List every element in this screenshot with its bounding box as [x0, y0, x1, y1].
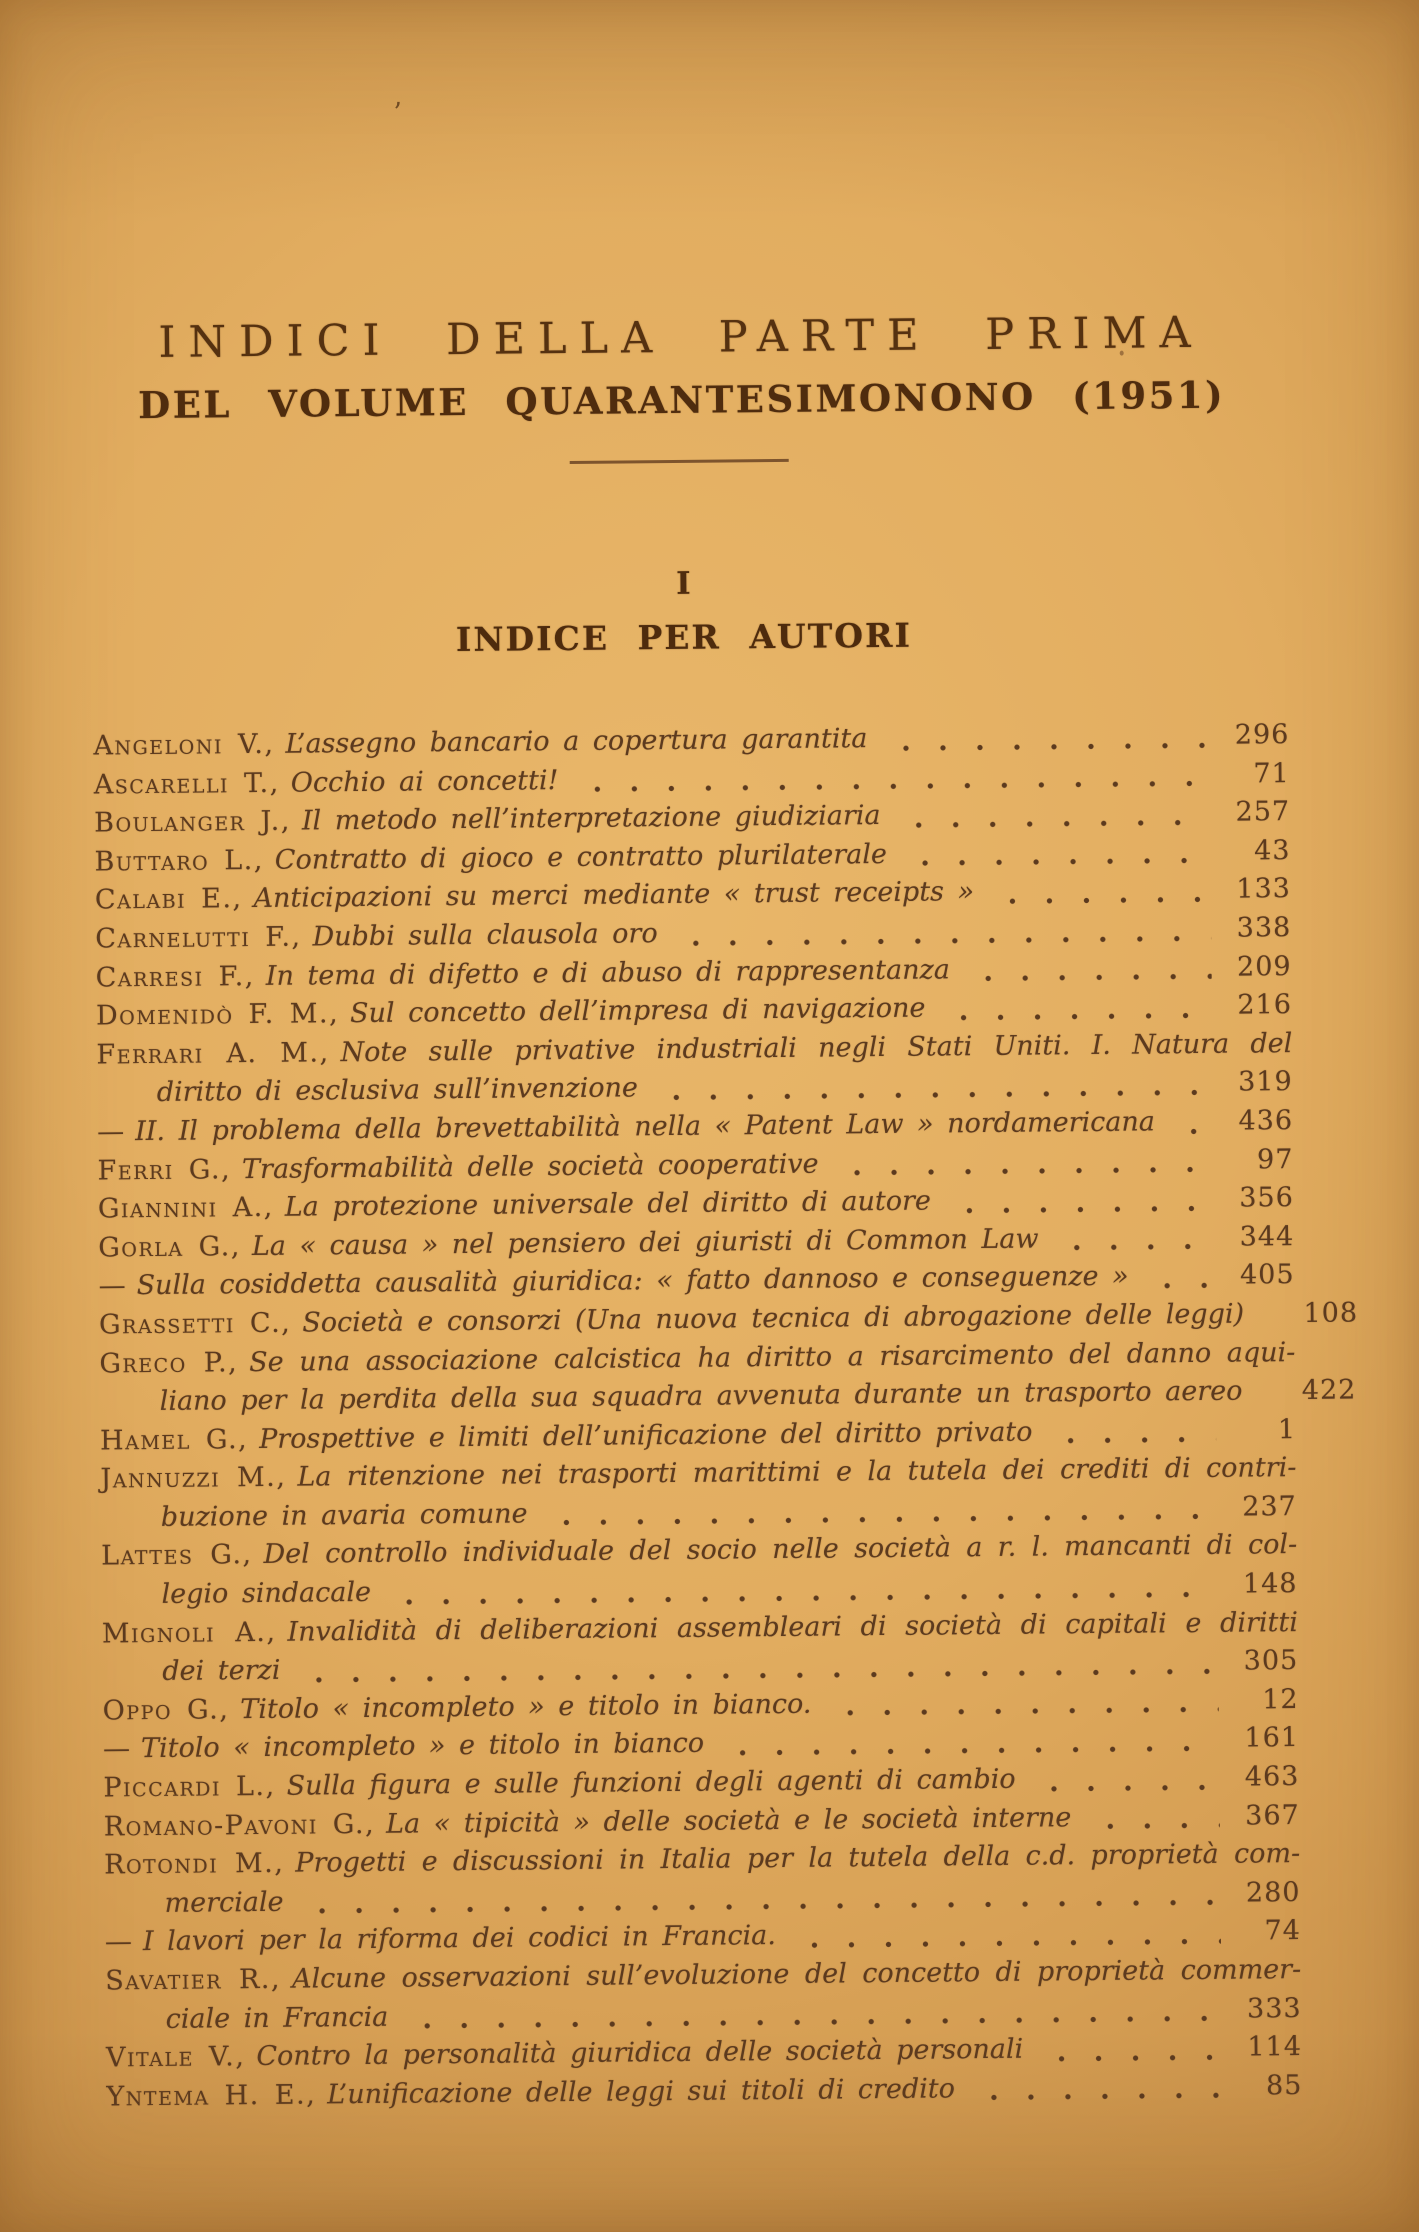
dot-leader — [542, 1512, 1217, 1527]
entry-title-continuation: liano per la perdita della sua squadra avvenuta durante un trasporto aereo — [159, 1375, 1243, 1418]
entry-title: La ritenzione nei trasporti marittimi e la tutela dei crediti di contri- — [297, 1452, 1297, 1493]
entry-author: Lattes G., — [101, 1539, 253, 1572]
entry-author: Carresi F., — [95, 960, 255, 994]
entry-author: Yntema H. E., — [106, 2079, 317, 2113]
entry-author: Rotondi M., — [104, 1847, 285, 1881]
entry-page-number: 338 — [1236, 912, 1292, 944]
entry-page-number: 463 — [1244, 1761, 1300, 1793]
dot-leader — [895, 818, 1211, 830]
entry-author: — — [102, 1733, 131, 1765]
entry-page-number: 305 — [1243, 1645, 1299, 1677]
entry-title: Sulla figura e sulle funzioni degli agenti di cambio — [286, 1763, 1016, 1802]
entry-page-number: 280 — [1245, 1876, 1301, 1909]
entry-page-number: 133 — [1236, 873, 1292, 905]
entry-title: In tema di difetto e di abuso di rappresentanza — [265, 953, 950, 992]
entry-title-continuation: legio sindacale — [161, 1576, 372, 1610]
entry-page-number: 237 — [1242, 1490, 1297, 1523]
entry-title: Trasformabilità delle società cooperative — [241, 1148, 819, 1185]
index-entry — [102, 1604, 1299, 1693]
entry-title: Occhio ai concetti! — [290, 764, 559, 799]
dot-leader — [1143, 1281, 1215, 1291]
entry-page-number: 114 — [1247, 2031, 1303, 2063]
entry-author: Buttaro L., — [94, 844, 264, 878]
entry-title: La « causa » nel pensiero dei giuristi di Common Law — [251, 1223, 1039, 1262]
entry-title-continuation: buzione in avaria comune — [160, 1498, 528, 1533]
entry-title: Titolo « incompleto » e titolo in bianco — [140, 1728, 705, 1765]
entry-author: Vitale V., — [105, 2041, 246, 2074]
dot-leader — [1046, 1435, 1216, 1446]
entry-page-number: 97 — [1256, 1143, 1294, 1175]
entry-title: L’unificazione delle leggi sui titoli di credito — [327, 2073, 956, 2111]
entry-page-number: 422 — [1301, 1374, 1357, 1407]
index-entry — [101, 1526, 1298, 1615]
entry-title: Contro la personalità giuridica delle società personali — [256, 2033, 1024, 2073]
dot-leader — [939, 1011, 1212, 1023]
entry-author: Ferrari A. M., — [96, 1037, 330, 1071]
entry-title: Contratto di gioco e contratto plurilaterale — [274, 838, 888, 876]
entry-author: Grassetti C., — [98, 1307, 292, 1341]
dot-leader — [572, 779, 1209, 794]
entry-author: — — [104, 1926, 133, 1958]
entry-page-number: 74 — [1264, 1915, 1302, 1947]
dot-leader — [1085, 1821, 1220, 1831]
index-entry — [105, 1951, 1302, 2040]
dot-leader — [298, 1898, 1221, 1916]
entry-author: Romano-Pavoni G., — [103, 1808, 376, 1843]
entry-author: Greco P., — [99, 1346, 239, 1380]
entry-page-number: 43 — [1253, 834, 1291, 867]
entry-author: Giannini A., — [97, 1191, 274, 1225]
entry-title: Il metodo nell’interpretazione giudiziaria — [301, 800, 881, 837]
entry-page-number: 148 — [1242, 1568, 1298, 1600]
entry-page-number: 85 — [1265, 2069, 1303, 2102]
entry-author: Gorla G., — [98, 1230, 242, 1264]
entry-author: Oppo G., — [102, 1694, 230, 1727]
entry-page-number: 436 — [1238, 1104, 1294, 1137]
dot-leader — [402, 2014, 1221, 2031]
entry-title: I lavori per la riforma dei codici in Francia. — [142, 1920, 776, 1958]
index-entry — [104, 1835, 1301, 1924]
dot-leader — [790, 1937, 1221, 1950]
entry-title-continuation: ciale in Francia — [165, 2001, 389, 2035]
entry-page-number: 405 — [1239, 1259, 1295, 1291]
entry-title: Società e consorzi (Una nuova tecnica di abrogazione delle leggi) — [302, 1298, 1245, 1339]
entry-page-number: 344 — [1239, 1220, 1295, 1253]
index-entry — [96, 1025, 1293, 1114]
entry-author: Savatier R., — [105, 1963, 282, 1997]
entry-author: — — [96, 1116, 125, 1148]
entry-author: Angeloni V., — [93, 728, 275, 762]
index-entry — [99, 1334, 1357, 1423]
entry-page-number: 216 — [1237, 989, 1293, 1021]
entry-title-continuation: dei terzi — [162, 1655, 281, 1688]
entry-author: Carnelutti F., — [95, 921, 302, 955]
entry-title: Sulla cosiddetta causalità giuridica: « fatto dannoso e conseguenze » — [136, 1260, 1129, 1302]
entry-title: Progetti e discussioni in Italia per la tutela della c.d. proprietà com- — [295, 1838, 1301, 1879]
entry-title: Sul concetto dell’impresa di navigazione — [349, 992, 926, 1030]
entry-title: La protezione universale del diritto di autore — [284, 1185, 932, 1223]
entry-author: Boulanger J., — [94, 805, 292, 839]
dot-leader — [969, 2091, 1223, 2102]
entry-title: Se una associazione calcistica ha diritto a risarcimento del danno aqui- — [249, 1336, 1296, 1378]
entry-title: L’assegno bancario a copertura garantita — [285, 723, 868, 760]
entry-author: Piccardi L., — [103, 1770, 276, 1804]
entry-title: La « tipicità » delle società e le società interne — [385, 1801, 1072, 1840]
entry-author: — — [98, 1270, 126, 1302]
dot-leader — [833, 1165, 1214, 1178]
entry-title: II. Il problema della brevettabilità nella « Patent Law » nordamericana — [134, 1106, 1156, 1148]
index-entry — [100, 1449, 1297, 1538]
author-index-list — [93, 716, 1359, 2117]
dot-leader — [1053, 1242, 1215, 1253]
entry-page-number: 161 — [1244, 1722, 1300, 1754]
entry-author: Jannuzzi M., — [100, 1461, 287, 1495]
entry-title: Invalidità di deliberazioni assembleari di società di capitali e diritti — [287, 1606, 1299, 1648]
entry-author: Hamel G., — [99, 1423, 249, 1457]
entry-page-number: 209 — [1236, 950, 1292, 983]
dot-leader — [672, 933, 1212, 947]
dot-leader — [964, 972, 1212, 983]
entry-page-number: 296 — [1234, 719, 1290, 751]
entry-page-number: 257 — [1235, 796, 1291, 828]
entry-author: Mignoli A., — [101, 1616, 277, 1650]
dot-leader — [652, 1088, 1213, 1102]
ink-speck: ’ — [393, 97, 403, 129]
entry-page-number: 1 — [1277, 1413, 1297, 1445]
entry-title-continuation: diritto di esclusiva sull’invenzione — [156, 1072, 639, 1109]
section-number: I — [675, 565, 691, 602]
entry-title-continuation: merciale — [164, 1886, 284, 1919]
entry-title: Anticipazioni su merci mediante « trust receipts » — [253, 876, 975, 915]
dot-leader — [881, 740, 1209, 752]
entry-title: Prospettive e limiti dell’unificazione del diritto privato — [259, 1416, 1033, 1455]
dot-leader — [1030, 1782, 1220, 1793]
entry-page-number: 71 — [1253, 757, 1290, 789]
page-title: INDICI DELLA PARTE PRIMA — [158, 307, 1204, 368]
entry-title: Del controllo individuale del socio nelle società a r. l. mancanti di col- — [263, 1529, 1298, 1571]
dot-leader — [901, 856, 1211, 868]
entry-page-number: 319 — [1238, 1066, 1293, 1098]
dot-leader — [1169, 1126, 1213, 1135]
entry-author: Ascarelli T., — [93, 767, 280, 801]
dot-leader — [718, 1744, 1219, 1758]
dot-leader — [825, 1705, 1218, 1718]
entry-author: Ferri G., — [97, 1153, 232, 1187]
divider-rule — [570, 459, 789, 464]
entry-page-number: 12 — [1262, 1683, 1299, 1716]
dot-leader — [1037, 2053, 1222, 2064]
dot-leader — [385, 1589, 1218, 1606]
entry-page-number: 356 — [1239, 1182, 1294, 1214]
entry-title: Titolo « incompleto » e titolo in bianco. — [240, 1688, 812, 1726]
page-subtitle: DEL VOLUME QUARANTESIMONONO (1951) — [137, 372, 1226, 428]
entry-page-number: 333 — [1246, 1992, 1302, 2025]
entry-author: Domenidò F. M., — [95, 998, 340, 1032]
dot-leader — [1258, 1319, 1278, 1328]
entry-author: Calabi E., — [94, 883, 243, 916]
entry-title: Alcune osservazioni sull’evoluzione del concetto di proprietà commer- — [291, 1953, 1302, 1995]
dot-leader — [945, 1204, 1214, 1216]
dot-leader — [988, 895, 1211, 906]
entry-page-number: 108 — [1303, 1297, 1359, 1329]
dot-leader — [294, 1667, 1218, 1685]
entry-title: Dubbi sulla clausola oro — [312, 918, 658, 953]
entry-title: Note sulle privative industriali negli Stati Uniti. I. Natura del — [340, 1027, 1293, 1068]
section-heading: INDICE PER AUTORI — [455, 615, 913, 660]
entry-page-number: 367 — [1245, 1799, 1300, 1832]
dot-leader — [1256, 1396, 1276, 1405]
